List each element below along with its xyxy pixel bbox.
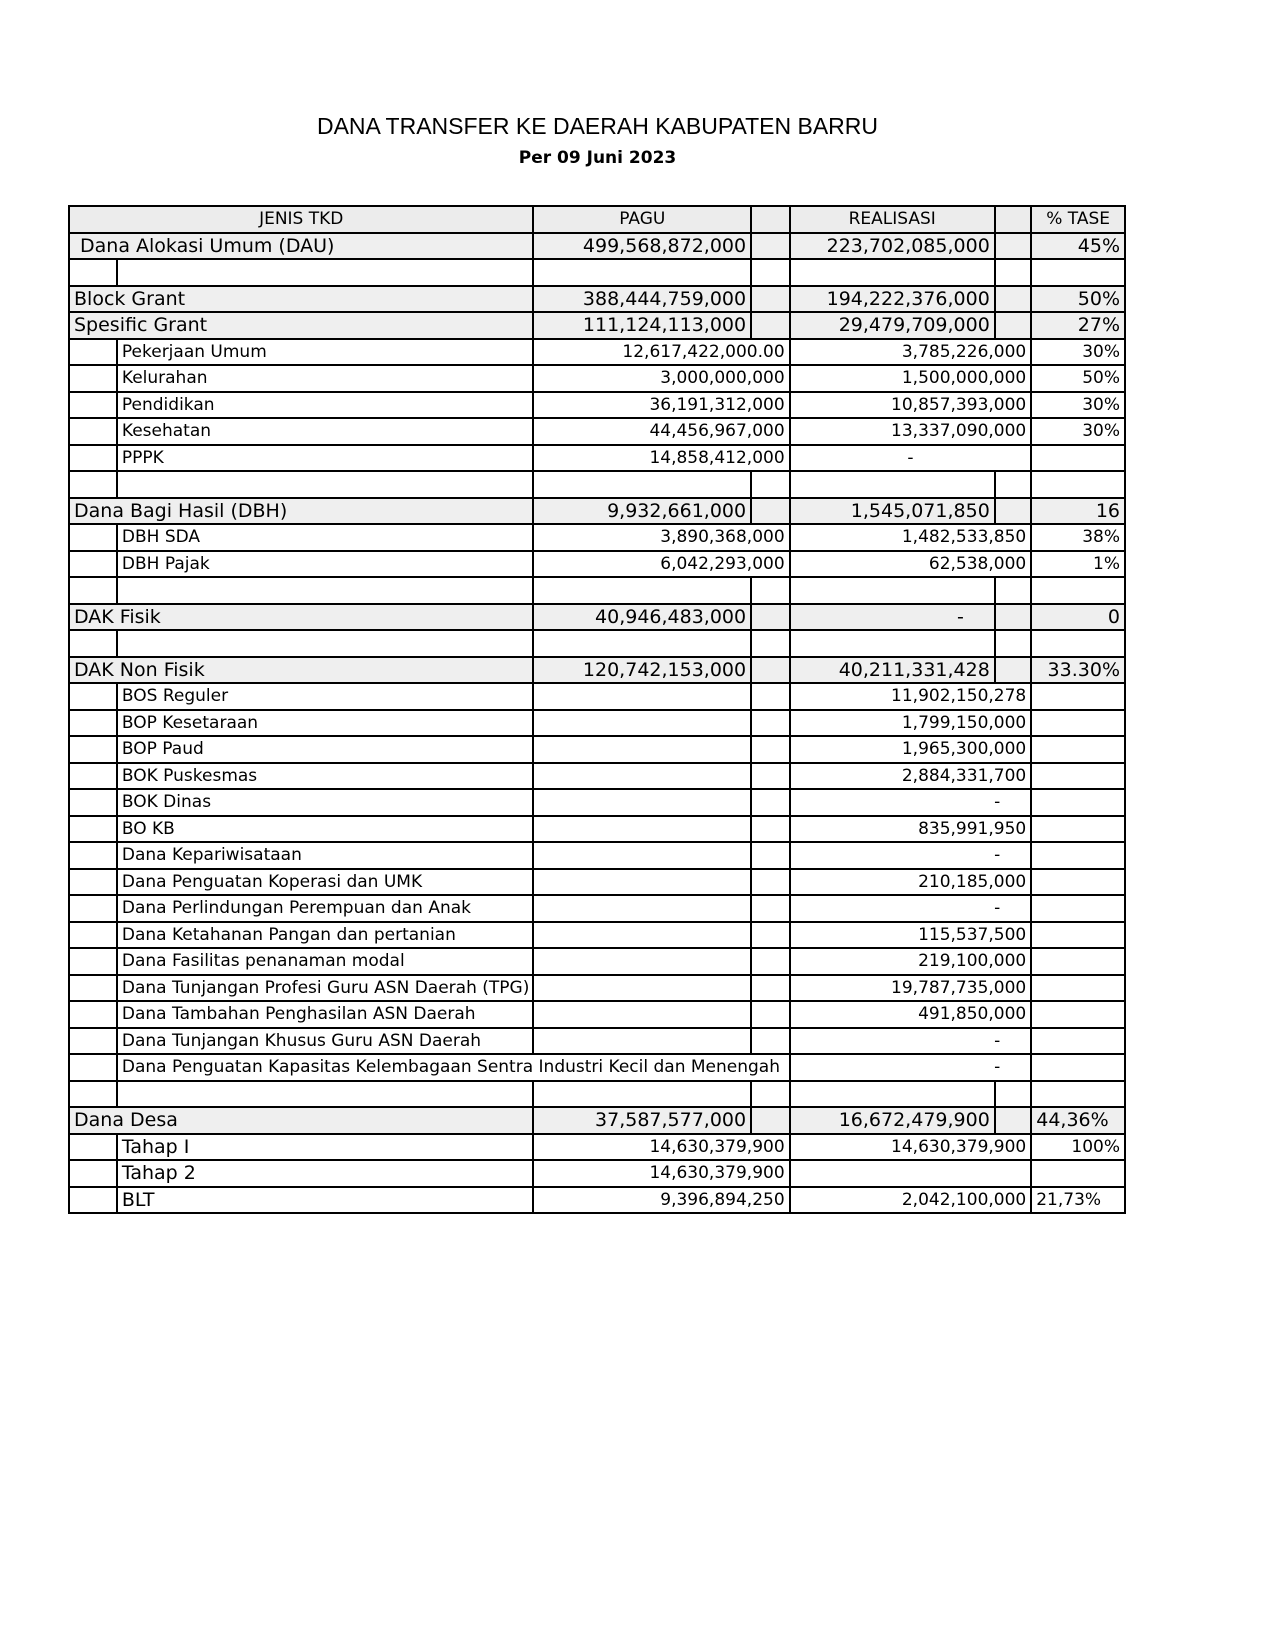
dbh-tase: 16 (1031, 498, 1125, 525)
row-realisasi: - (790, 1028, 1032, 1055)
row-realisasi: - (790, 445, 1032, 472)
spesific-grant-pagu: 111,124,113,000 (533, 312, 751, 339)
table-row (69, 418, 1125, 445)
row-label: DBH SDA (117, 524, 534, 551)
row-realisasi: - (790, 1054, 1032, 1081)
row-tase (1031, 445, 1125, 472)
row-label: BOP Kesetaraan (117, 710, 534, 737)
table-row (69, 683, 1125, 710)
row-realisasi: 2,884,331,700 (790, 763, 1032, 790)
row-realisasi: - (790, 842, 1032, 869)
table-row (69, 895, 1125, 922)
block-grant-tase: 50% (1031, 286, 1125, 313)
row-realisasi: 1,965,300,000 (790, 736, 1032, 763)
row-realisasi: 10,857,393,000 (790, 392, 1032, 419)
dana-desa-label: Dana Desa (69, 1107, 533, 1134)
spesific-grant-label: Spesific Grant (69, 312, 533, 339)
row-label: BOP Paud (117, 736, 534, 763)
table-row (69, 948, 1125, 975)
table-row (69, 789, 1125, 816)
row-realisasi: - (790, 789, 1032, 816)
row-tase (1031, 1160, 1125, 1187)
row-label: Tahap 2 (117, 1160, 534, 1187)
row-pagu: 3,000,000,000 (533, 365, 789, 392)
tkd-table (68, 205, 1126, 1214)
row-realisasi: 3,785,226,000 (790, 339, 1032, 366)
dau-label: Dana Alokasi Umum (DAU) (69, 233, 533, 260)
spacer-row (69, 577, 1125, 604)
table-row (69, 922, 1125, 949)
row-tase: 30% (1031, 339, 1125, 366)
row-label: DBH Pajak (117, 551, 534, 578)
row-realisasi: 1,500,000,000 (790, 365, 1032, 392)
dak-non-fisik-pagu: 120,742,153,000 (533, 657, 751, 684)
row-pagu: 6,042,293,000 (533, 551, 789, 578)
spacer-row (69, 259, 1125, 286)
row-label: Dana Ketahanan Pangan dan pertanian (117, 922, 534, 949)
header-jenis: JENIS TKD (69, 206, 533, 233)
row-label: Dana Penguatan Kapasitas Kelembagaan Sentra Industri Kecil dan Menengah (117, 1054, 790, 1081)
row-realisasi: 835,991,950 (790, 816, 1032, 843)
row-label: Pendidikan (117, 392, 534, 419)
table-row (69, 816, 1125, 843)
block-grant-label: Block Grant (69, 286, 533, 313)
table-row (69, 1054, 1125, 1081)
row-label: Tahap I (117, 1134, 534, 1161)
dbh-realisasi: 1,545,071,850 (790, 498, 995, 525)
row-realisasi: 210,185,000 (790, 869, 1032, 896)
row-pagu: 44,456,967,000 (533, 418, 789, 445)
table-row (69, 1160, 1125, 1187)
row-realisasi: - (790, 895, 1032, 922)
row-label: PPPK (117, 445, 534, 472)
table-row (69, 842, 1125, 869)
row-pagu: 14,630,379,900 (533, 1134, 789, 1161)
dbh-row (69, 498, 1125, 525)
table-row (69, 710, 1125, 737)
header-tase: % TASE (1031, 206, 1125, 233)
row-realisasi: 13,337,090,000 (790, 418, 1032, 445)
table-row (69, 339, 1125, 366)
block-grant-realisasi: 194,222,376,000 (790, 286, 995, 313)
row-label: Dana Perlindungan Perempuan dan Anak (117, 895, 534, 922)
dana-desa-realisasi: 16,672,479,900 (790, 1107, 995, 1134)
table-row (69, 1028, 1125, 1055)
table-row (69, 551, 1125, 578)
table-row (69, 975, 1125, 1002)
row-tase: 38% (1031, 524, 1125, 551)
row-label: BO KB (117, 816, 534, 843)
row-pagu: 14,858,412,000 (533, 445, 789, 472)
block-grant-pagu: 388,444,759,000 (533, 286, 751, 313)
row-label: Dana Kepariwisataan (117, 842, 534, 869)
dbh-label: Dana Bagi Hasil (DBH) (69, 498, 533, 525)
table-row (69, 392, 1125, 419)
dbh-pagu: 9,932,661,000 (533, 498, 751, 525)
row-realisasi: 1,482,533,850 (790, 524, 1032, 551)
row-label: Dana Tambahan Penghasilan ASN Daerah (117, 1001, 534, 1028)
row-label: BOK Dinas (117, 789, 534, 816)
row-realisasi: 11,902,150,278 (790, 683, 1032, 710)
table-row (69, 869, 1125, 896)
dau-pagu: 499,568,872,000 (533, 233, 751, 260)
dana-desa-tase: 44,36% (1031, 1107, 1125, 1134)
row-pagu: 9,396,894,250 (533, 1187, 789, 1214)
dau-row (69, 233, 1125, 260)
row-pagu: 3,890,368,000 (533, 524, 789, 551)
row-tase: 21,73% (1031, 1187, 1125, 1214)
row-realisasi: 2,042,100,000 (790, 1187, 1032, 1214)
dak-fisik-pagu: 40,946,483,000 (533, 604, 751, 631)
table-row (69, 1187, 1125, 1214)
row-realisasi: 14,630,379,900 (790, 1134, 1032, 1161)
page-subtitle: Per 09 Juni 2023 (518, 148, 677, 168)
row-label: Pekerjaan Umum (117, 339, 534, 366)
dana-desa-pagu: 37,587,577,000 (533, 1107, 751, 1134)
dak-non-fisik-tase: 33.30% (1031, 657, 1125, 684)
dak-fisik-realisasi: - (790, 604, 995, 631)
row-realisasi: 219,100,000 (790, 948, 1032, 975)
row-label: BOS Reguler (117, 683, 534, 710)
spesific-grant-realisasi: 29,479,709,000 (790, 312, 995, 339)
table-row (69, 1001, 1125, 1028)
row-tase: 100% (1031, 1134, 1125, 1161)
row-tase: 50% (1031, 365, 1125, 392)
spacer-row (69, 630, 1125, 657)
dak-fisik-row (69, 604, 1125, 631)
row-realisasi: 1,799,150,000 (790, 710, 1032, 737)
row-pagu: 36,191,312,000 (533, 392, 789, 419)
row-pagu: 12,617,422,000.00 (533, 339, 789, 366)
block-grant-row (69, 286, 1125, 313)
dak-fisik-label: DAK Fisik (69, 604, 533, 631)
row-label: Kelurahan (117, 365, 534, 392)
header-pagu: PAGU (533, 206, 751, 233)
spesific-grant-tase: 27% (1031, 312, 1125, 339)
row-tase: 1% (1031, 551, 1125, 578)
dau-tase: 45% (1031, 233, 1125, 260)
row-tase: 30% (1031, 392, 1125, 419)
dak-fisik-tase: 0 (1031, 604, 1125, 631)
dak-non-fisik-realisasi: 40,211,331,428 (790, 657, 995, 684)
table-row (69, 365, 1125, 392)
row-label: Dana Tunjangan Khusus Guru ASN Daerah (117, 1028, 534, 1055)
dana-desa-row (69, 1107, 1125, 1134)
row-label: Dana Tunjangan Profesi Guru ASN Daerah (TPG) (117, 975, 534, 1002)
table-row (69, 445, 1125, 472)
row-label: Kesehatan (117, 418, 534, 445)
row-realisasi (790, 1160, 1032, 1187)
row-pagu: 14,630,379,900 (533, 1160, 789, 1187)
spesific-grant-row (69, 312, 1125, 339)
dau-realisasi: 223,702,085,000 (790, 233, 995, 260)
spacer-row (69, 471, 1125, 498)
row-realisasi: 491,850,000 (790, 1001, 1032, 1028)
table-row (69, 524, 1125, 551)
dak-non-fisik-label: DAK Non Fisik (69, 657, 533, 684)
row-label: Dana Penguatan Koperasi dan UMK (117, 869, 534, 896)
table-row (69, 1134, 1125, 1161)
row-label: BOK Puskesmas (117, 763, 534, 790)
table-row (69, 736, 1125, 763)
row-realisasi: 62,538,000 (790, 551, 1032, 578)
row-tase: 30% (1031, 418, 1125, 445)
header-realisasi: REALISASI (790, 206, 995, 233)
row-realisasi: 19,787,735,000 (790, 975, 1032, 1002)
table-row (69, 763, 1125, 790)
table-header-row (69, 206, 1125, 233)
page-title: DANA TRANSFER KE DAERAH KABUPATEN BARRU (316, 113, 879, 139)
row-label: Dana Fasilitas penanaman modal (117, 948, 534, 975)
row-label: BLT (117, 1187, 534, 1214)
spacer-row (69, 1081, 1125, 1108)
dak-non-fisik-row (69, 657, 1125, 684)
row-realisasi: 115,537,500 (790, 922, 1032, 949)
